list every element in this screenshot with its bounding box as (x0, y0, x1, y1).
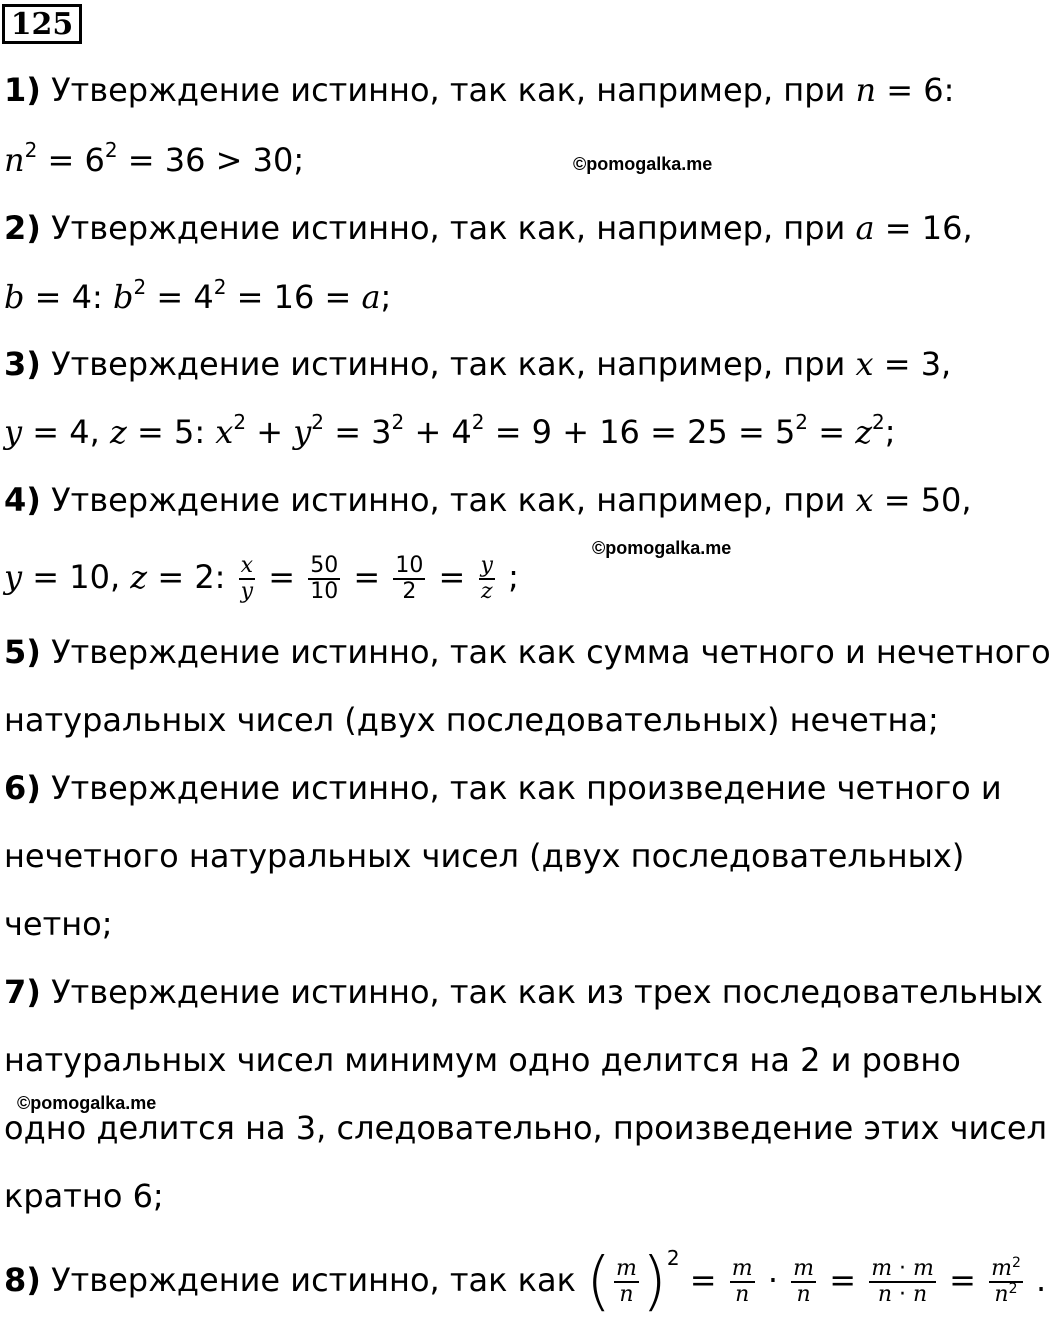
item-text: нечетного натуральных чисел (двух последовательных) (4, 837, 965, 875)
item-5-line-2 (4, 700, 939, 740)
item-label: 5) (4, 633, 41, 671)
item-text: Утверждение истинно, так как произведение четного и (51, 769, 1002, 807)
item-7-line-1 (4, 972, 1043, 1012)
fraction: $\frac{x}{y}$ (240, 553, 254, 604)
item-4-line-2: y = 10, z = 2: $\frac{x}{y}$ = $\frac{50}{10}$ = $\frac{10}{2}$ = $\frac{y}{z}$ ; (4, 553, 519, 604)
fraction: $\frac{m^2}{n^2}$ (991, 1255, 1021, 1307)
item-8-line-1: 8) Утверждение истинно, так как ( $\frac{m}{n}$ )$^2$ = $\frac{m}{n}$ · $\frac{m}{n}$ = $\frac{m \cdot m}{n \cdot n}$ = $\frac{m^2}{n^2}$ . (4, 1245, 1047, 1319)
watermark: ©pomogalka.me (592, 538, 732, 558)
item-label: 3) (4, 345, 41, 383)
fraction: $\frac{y}{z}$ (480, 553, 493, 604)
item-text: натуральных чисел минимум одно делится на 2 и ровно (4, 1041, 961, 1079)
item-7-line-4 (4, 1176, 164, 1216)
item-label: 4) (4, 481, 41, 519)
item-label: 6) (4, 769, 41, 807)
item-text: Утверждение истинно, так как, например, при (51, 209, 846, 247)
item-5-line-1 (4, 632, 1051, 672)
item-text: натуральных чисел (двух последовательных) нечетна; (4, 701, 939, 739)
watermark: ©pomogalka.me (17, 1093, 157, 1113)
fraction: $\frac{m}{n}$ (616, 1256, 637, 1307)
item-1-line-2: $n^2 = 6^2 = 36 > 30$; (4, 138, 305, 179)
item-text: Утверждение истинно, так как из трех последовательных (51, 973, 1043, 1011)
item-text: Утверждение истинно, так как сумма четного и нечетного (51, 633, 1051, 671)
item-4-line-1: 4) Утверждение истинно, так как, например, при x = 50, (4, 481, 972, 519)
item-6-line-3 (4, 904, 113, 944)
watermark: ©pomogalka.me (573, 154, 713, 174)
item-text: четно; (4, 905, 113, 943)
fraction: $\frac{m}{n}$ (793, 1256, 815, 1307)
item-2-line-2: b = 4: $b^2 = 4^2 = 16 = a$; (4, 275, 392, 316)
task-number: 125 (2, 4, 82, 44)
fraction: $\frac{m \cdot m}{n \cdot n}$ (871, 1256, 934, 1307)
item-7-line-2 (4, 1040, 961, 1080)
item-label: 7) (4, 973, 41, 1011)
item-text: Утверждение истинно, так как, например, при (51, 481, 846, 519)
item-text: Утверждение истинно, так как, например, при (51, 345, 846, 383)
item-3-line-1: 3) Утверждение истинно, так как, например, при x = 3, (4, 345, 952, 383)
item-6-line-2 (4, 836, 964, 876)
item-1-line-1: 1) Утверждение истинно, так как, например, при n = 6: (4, 71, 955, 109)
item-7-line-3 (4, 1108, 1047, 1148)
item-6-line-1 (4, 768, 1002, 808)
item-2-line-1: 2) Утверждение истинно, так как, например, при a = 16, (4, 209, 973, 247)
item-3-line-2: y = 4, z = 5: $x^2 + y^2 = 3^2 + 4^2 = 9 + 16 = 25 = 5^2 = z^2$; (4, 410, 896, 451)
item-text: одно делится на 3, следовательно, произведение этих чисел (4, 1109, 1047, 1147)
item-label: 8) (4, 1261, 41, 1299)
item-text: Утверждение истинно, так как, например, при (51, 71, 846, 109)
item-text: кратно 6; (4, 1177, 164, 1215)
fraction: $\frac{m}{n}$ (731, 1256, 753, 1307)
fraction: $\frac{50}{10}$ (310, 553, 339, 604)
fraction: $\frac{10}{2}$ (395, 553, 424, 604)
item-label: 2) (4, 209, 41, 247)
item-text: Утверждение истинно, так как (51, 1261, 576, 1299)
item-label: 1) (4, 71, 41, 109)
